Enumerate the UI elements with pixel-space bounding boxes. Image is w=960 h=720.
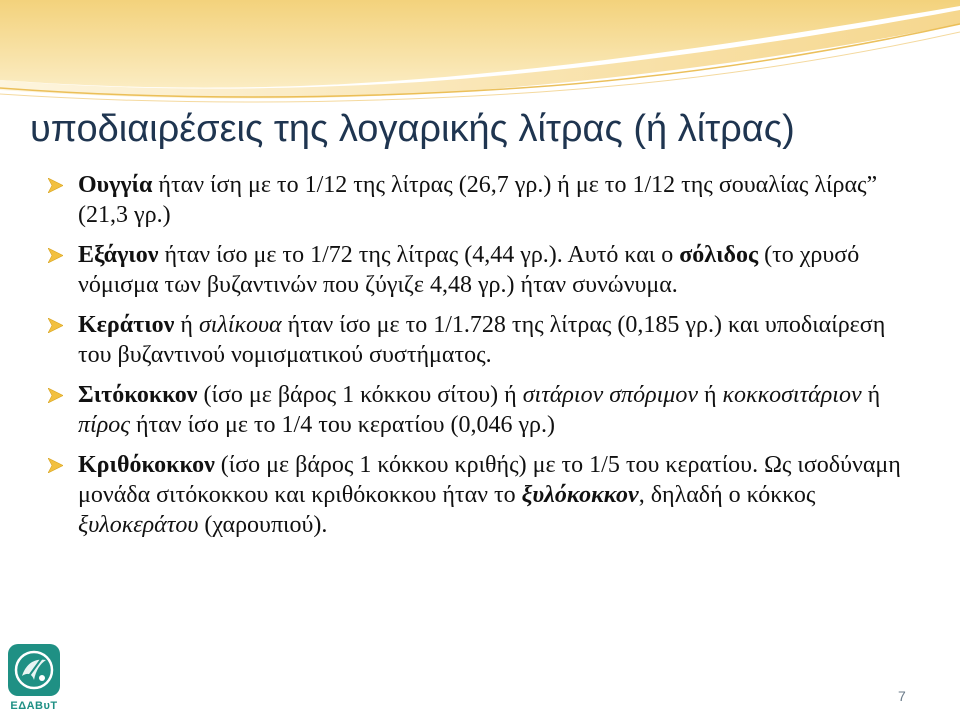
item-text: (ίσο με βάρος 1 κόκκου κριθής) με το 1/5 του κερατίου. Ως ισοδύναμη μονάδα σιτόκοκκου και κριθόκοκκου ήταν το	[78, 452, 901, 508]
item-text: (ίσο με βάρος 1 κόκκου σίτου) ή	[197, 382, 523, 408]
alt-term-piros: πίρος	[78, 412, 130, 438]
bullet-list	[48, 170, 918, 550]
term-xylokokkon: ξυλόκοκκον	[521, 482, 639, 508]
list-item-exagion	[48, 240, 918, 300]
page-number: 7	[898, 688, 906, 704]
item-text: ήταν ίσο με το 1/1.728 της λίτρας (0,185 γρ.) και υποδιαίρεση του βυζαντινού νομισματικού συστήματος.	[78, 312, 886, 368]
term-krithokokkon: Κριθόκοκκον	[78, 452, 215, 478]
arrowhead-bullet-icon	[48, 248, 63, 263]
term-keration: Κεράτιον	[78, 312, 175, 338]
arrowhead-bullet-icon	[48, 318, 63, 333]
list-item-ougia	[48, 170, 918, 230]
item-text: ή	[861, 382, 881, 408]
item-text: ή	[174, 312, 199, 338]
item-text: , δηλαδή ο κόκκος	[638, 482, 816, 508]
arrowhead-bullet-icon	[48, 458, 63, 473]
logo-text: ΕΔΑΒυΤ	[10, 700, 58, 712]
arrowhead-bullet-icon	[48, 388, 63, 403]
item-text: (το χρυσό νόμισμα των βυζαντινών που ζύγιζε 4,48 γρ.) ήταν συνώνυμα.	[78, 242, 860, 298]
item-text: (χαρουπιού).	[198, 512, 328, 538]
arrowhead-bullet-icon	[48, 178, 63, 193]
alt-term-silikoua: σιλίκουα	[198, 312, 282, 338]
list-item-keration	[48, 310, 918, 370]
item-text: ήταν ίσο με το 1/72 της λίτρας (4,44 γρ.). Αυτό και ο	[158, 242, 680, 268]
term-exagion: Εξάγιον	[78, 242, 159, 268]
edabyt-logo	[4, 640, 64, 716]
alt-term-sitarion: σιτάριον σπόριμον	[522, 382, 698, 408]
alt-term-kokkositarion: κοκκοσιτάριον	[722, 382, 862, 408]
term-solidos: σόλιδος	[679, 242, 759, 268]
slide-title: υποδιαιρέσεις της λογαρικής λίτρας (ή λίτρας)	[30, 108, 795, 150]
term-ougia: Ουγγία	[78, 172, 153, 198]
item-text: ήταν ίσο με το 1/4 του κερατίου (0,046 γρ.)	[129, 412, 556, 438]
header-decoration	[0, 0, 960, 110]
list-item-sitokokkon	[48, 380, 918, 440]
term-sitokokkon: Σιτόκοκκον	[78, 382, 198, 408]
edabyt-logo-icon	[4, 640, 64, 700]
item-text: ή	[697, 382, 723, 408]
item-text: ήταν ίση με το 1/12 της λίτρας (26,7 γρ.) ή με το 1/12 της σουαλίας λίρας” (21,3 γρ.)	[78, 172, 878, 228]
alt-term-xylokeratou: ξυλοκεράτου	[78, 512, 199, 538]
list-item-krithokokkon	[48, 450, 918, 540]
